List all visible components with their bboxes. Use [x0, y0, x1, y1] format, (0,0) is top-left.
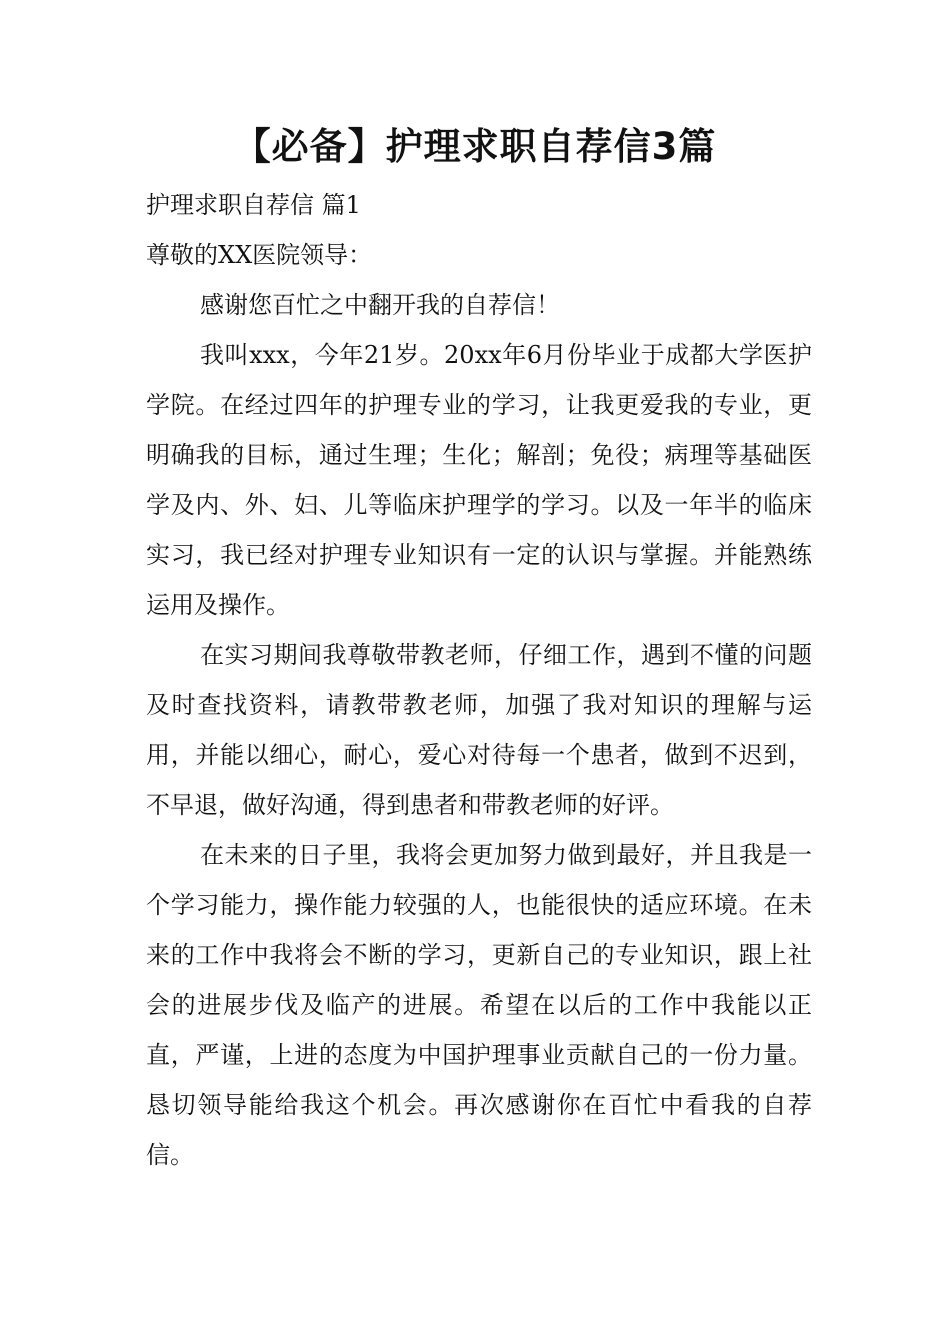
- document-title: 【必备】护理求职自荐信3篇: [233, 125, 717, 168]
- salutation: 尊敬的XX医院领导：: [146, 241, 373, 269]
- paragraph-thanks: 感谢您百忙之中翻开我的自荐信！: [200, 291, 560, 319]
- paragraph-future: 在未来的日子里，我将会更加努力做到最好，并且我是一个学习能力，操作能力较强的人，也能很快的适应环境。在未来的工作中我将会不断的学习，更新自己的专业知识，跟上社会的进展步伐及临产的进展。希望在以后的工作中我能以正直，严谨，上进的态度为中国护理事业贡献自己的一份力量。恳切领导能给我这个机会。再次感谢你在百忙中看我的自荐信。: [146, 841, 812, 1169]
- document-body: [146, 180, 812, 1180]
- paragraph-introduction: 我叫xxx，今年21岁。20xx年6月份毕业于成都大学医护学院。在经过四年的护理专业的学习，让我更爱我的专业，更明确我的目标，通过生理；生化；解剖；免役；病理等基础医学及内、外、妇、儿等临床护理学的学习。以及一年半的临床实习，我已经对护理专业知识有一定的认识与掌握。并能熟练运用及操作。: [146, 341, 812, 619]
- section-heading: 护理求职自荐信 篇1: [146, 191, 361, 219]
- paragraph-internship: 在实习期间我尊敬带教老师，仔细工作，遇到不懂的问题及时查找资料，请教带教老师，加强了我对知识的理解与运用，并能以细心，耐心，爱心对待每一个患者，做到不迟到，不早退，做好沟通，得到患者和带教老师的好评。: [146, 641, 812, 819]
